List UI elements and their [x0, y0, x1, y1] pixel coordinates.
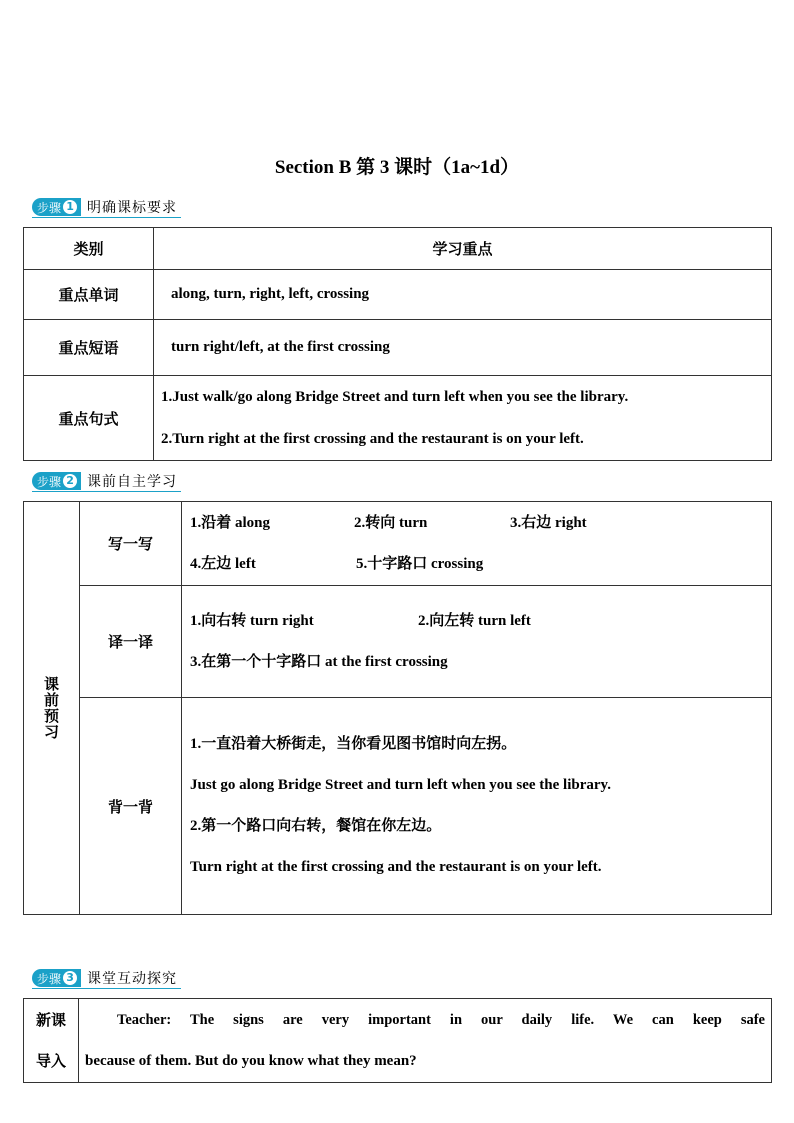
preview-side-cell [24, 502, 80, 915]
step-2-badge [32, 472, 81, 490]
table-row [24, 698, 772, 915]
key-sentences [154, 376, 772, 461]
requirements-table [23, 227, 772, 461]
step-3-number: 3 [63, 971, 77, 985]
recite-label: 背一背 [80, 698, 182, 915]
table-row [24, 999, 772, 1083]
step-2-badge-text: 步骤 [37, 474, 62, 489]
translate-item-1: 1.向右转 turn right [190, 612, 314, 629]
intro-label-bottom: 导入 [35, 1051, 66, 1070]
table-row [24, 270, 772, 320]
intro-text-line-2: because of them. But do you know what they mean? [85, 1052, 417, 1069]
translate-item-2: 2.向左转 turn left [418, 612, 531, 629]
step-2-underline [32, 491, 181, 492]
step-2-heading [32, 472, 177, 490]
step-2-number: 2 [63, 474, 77, 488]
write-item-2: 2.转向 turn [354, 514, 428, 531]
translate-item-3: 3.在第一个十字路口 at the first crossing [190, 653, 448, 670]
write-item-1: 1.沿着 along [190, 514, 271, 531]
write-items [182, 502, 772, 586]
table-row [24, 586, 772, 698]
recite-line-2: Just go along Bridge Street and turn left when you see the library. [190, 777, 611, 793]
table-row [24, 320, 772, 376]
key-phrases: turn right/left, at the first crossing [154, 320, 772, 376]
recite-line-3: 2.第一个路口向右转，餐馆在你左边。 [190, 818, 442, 834]
step-2-label: 课前自主学习 [87, 474, 178, 490]
intro-text [79, 999, 772, 1083]
words-label: 重点单词 [24, 270, 154, 320]
recite-line-4: Turn right at the first crossing and the restaurant is on your left. [190, 859, 602, 875]
write-item-5: 5.十字路口 crossing [356, 555, 484, 572]
header-focus: 学习重点 [154, 228, 772, 270]
sentences-label: 重点句式 [24, 376, 154, 461]
translate-items [182, 586, 772, 698]
translate-label: 译一译 [80, 586, 182, 698]
intro-label [24, 999, 79, 1083]
step-1-badge-text: 步骤 [37, 200, 62, 215]
recite-line-1: 1.一直沿着大桥街走，当你看见图书馆时向左拐。 [190, 736, 517, 752]
step-3-underline [32, 988, 181, 989]
page-title: Section B 第 3 课时（1a~1d） [274, 157, 520, 178]
preview-table [23, 501, 772, 915]
sentence-1: 1.Just walk/go along Bridge Street and turn left when you see the library. [161, 389, 629, 405]
intro-label-top: 新课 [35, 1010, 66, 1029]
step-3-badge [32, 969, 81, 987]
step-3-label: 课堂互动探究 [87, 971, 178, 987]
intro-text-line-1: Teacher: The signs are very important in our daily life. We can keep safe [117, 1011, 765, 1028]
step-3-badge-text: 步骤 [37, 971, 62, 986]
step-3-heading [32, 969, 177, 987]
write-item-4: 4.左边 left [190, 555, 256, 572]
key-words: along, turn, right, left, crossing [154, 270, 772, 320]
step-1-badge [32, 198, 81, 216]
step-1-heading [32, 198, 177, 216]
write-item-3: 3.右边 right [510, 514, 587, 531]
table-header-row [24, 228, 772, 270]
step-1-number: 1 [63, 200, 77, 214]
class-intro-table [23, 998, 772, 1083]
write-label: 写一写 [80, 502, 182, 586]
phrases-label: 重点短语 [24, 320, 154, 376]
step-1-label: 明确课标要求 [87, 200, 178, 216]
recite-lines [182, 698, 772, 915]
table-row [24, 376, 772, 461]
table-row [24, 502, 772, 586]
preview-side-label: 课前预习 [42, 676, 60, 740]
header-category: 类别 [24, 228, 154, 270]
step-1-underline [32, 217, 181, 218]
sentence-2: 2.Turn right at the first crossing and the restaurant is on your left. [161, 431, 584, 447]
